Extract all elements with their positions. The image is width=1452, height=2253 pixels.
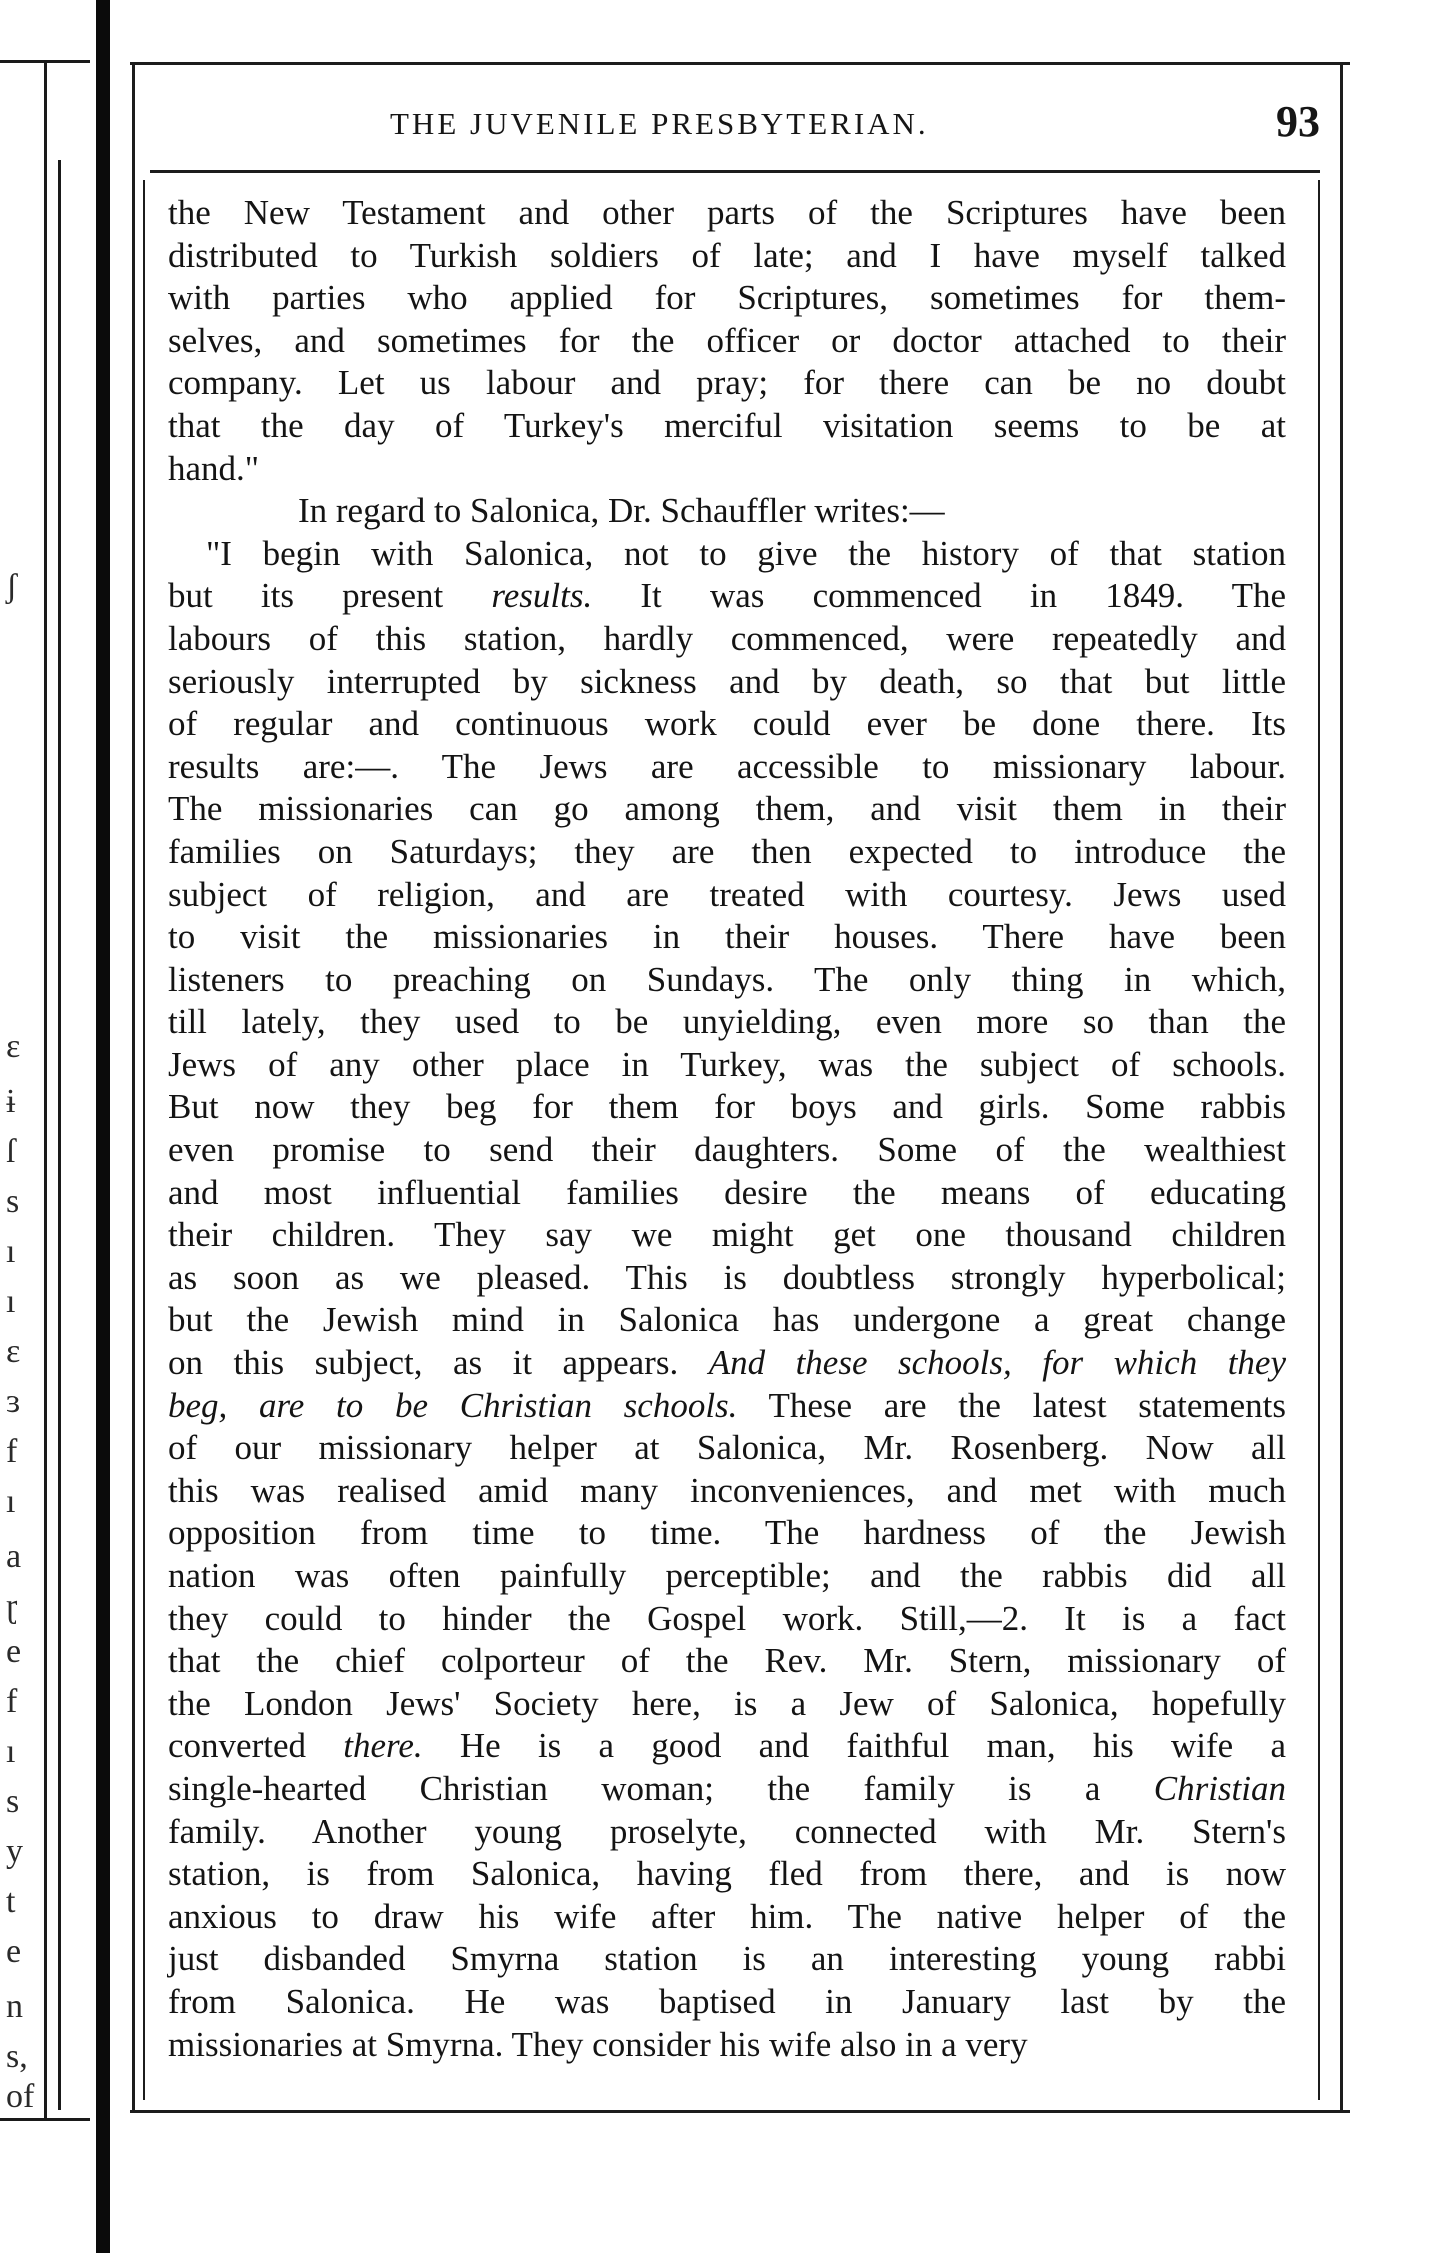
header-rule [150, 170, 1320, 173]
margin-fragment: s [6, 1783, 20, 1820]
text-line: In regard to Salonica, Dr. Schauffler writes:— [298, 491, 945, 531]
margin-fragment: ɨ [6, 1083, 16, 1120]
text-line: missionaries at Smyrna. They consider his wife also in a very [168, 2024, 1028, 2064]
text-line: this was realised amid many inconveniences, and met with much [168, 1470, 1286, 1510]
margin-fragment: t [6, 1883, 16, 1920]
text-line: just disbanded Smyrna station is an interesting young rabbi [168, 1939, 1286, 1979]
page-header [150, 92, 1320, 152]
italic-emphasis: And these schools, for which they [708, 1343, 1286, 1383]
text-line: and most influential families desire the means of educating [168, 1172, 1286, 1212]
text-line: to visit the missionaries in their houses. There have been [168, 917, 1286, 957]
text-line: "I begin with Salonica, not to give the history of that station [206, 533, 1286, 573]
text-line: But now they beg for them for boys and girls. Some rabbis [168, 1087, 1286, 1127]
text-line: distributed to Turkish soldiers of late; and I have myself talked [168, 235, 1286, 275]
text-line: beg, are to be Christian schools. These are the latest statements [168, 1385, 1286, 1425]
running-title: THE JUVENILE PRESBYTERIAN. [390, 106, 929, 141]
margin-fragment: s, [6, 2038, 28, 2075]
article-body [168, 192, 1286, 2066]
italic-emphasis: there. [343, 1726, 423, 1766]
text-line: opposition from time to time. The hardness of the Jewish [168, 1513, 1286, 1553]
margin-fragment: e [6, 1633, 22, 1670]
margin-fragment: ɛ [6, 1028, 21, 1065]
margin-fragment: ı [6, 1733, 16, 1770]
text-line: the London Jews' Society here, is a Jew of Salonica, hopefully [168, 1683, 1286, 1723]
text-line: that the chief colporteur of the Rev. Mr. Stern, missionary of [168, 1641, 1286, 1681]
text-line: that the day of Turkey's merciful visitation seems to be at [168, 405, 1286, 445]
margin-fragment: e [6, 1933, 22, 1970]
margin-fragment: s [6, 1183, 20, 1220]
text-line: family. Another young proselyte, connected with Mr. Stern's [168, 1811, 1286, 1851]
text-line: from Salonica. He was baptised in January last by the [168, 1981, 1286, 2021]
text-line: labours of this station, hardly commenced, were repeatedly and [168, 618, 1286, 658]
italic-emphasis: results. [491, 576, 593, 616]
gutter-rule-top [0, 60, 90, 63]
gutter-rule-inner [58, 160, 61, 2110]
text-line: seriously interrupted by sickness and by death, so that but little [168, 661, 1286, 701]
italic-emphasis: beg, are to be Christian schools. [168, 1385, 738, 1425]
margin-fragment: f [6, 1433, 18, 1470]
text-line: The missionaries can go among them, and visit them in their [168, 789, 1286, 829]
text-line: hand." [168, 448, 260, 488]
paragraph-2 [168, 490, 1286, 533]
margin-fragment: a [6, 1538, 22, 1575]
text-line: of our missionary helper at Salonica, Mr. Rosenberg. Now all [168, 1428, 1286, 1468]
text-line: results are:—. The Jews are accessible to missionary labour. [168, 746, 1286, 786]
margin-fragment: ı [6, 1483, 16, 1520]
frame-top [130, 62, 1350, 65]
text-line: selves, and sometimes for the officer or doctor attached to their [168, 320, 1286, 360]
text-line: subject of religion, and are treated with courtesy. Jews used [168, 874, 1286, 914]
text-line: nation was often painfully perceptible; and the rabbis did all [168, 1556, 1286, 1595]
text-line: but its present results. It was commenced in 1849. The [168, 576, 1286, 616]
gutter-rule-left [44, 60, 47, 2120]
margin-fragment: y [6, 1833, 23, 1870]
text-line: company. Let us labour and pray; for there can be no doubt [168, 363, 1286, 403]
margin-fragment: ſ [6, 1133, 16, 1170]
italic-emphasis: Christian [1153, 1768, 1286, 1808]
frame-right [1340, 62, 1343, 2112]
frame-left [132, 62, 135, 2112]
margin-fragment: ɽ [6, 1588, 18, 1625]
margin-fragment: n [6, 1988, 23, 2025]
paragraph-3 [168, 533, 1286, 2066]
page-number: 93 [1276, 97, 1320, 146]
text-line: the New Testament and other parts of the Scriptures have been [168, 193, 1286, 232]
text-line: station, is from Salonica, having fled from there, and is now [168, 1854, 1286, 1894]
margin-fragment: ʃ [6, 568, 18, 605]
text-line: converted there. He is a good and faithful man, his wife a [168, 1726, 1287, 1766]
text-line: their children. They say we might get one thousand children [168, 1215, 1286, 1255]
frame-right-inner [1318, 180, 1320, 2100]
margin-fragment: ı [6, 1233, 16, 1270]
text-line: families on Saturdays; they are then expected to introduce the [168, 831, 1286, 871]
margin-fragment: f [6, 1683, 18, 1720]
text-line: listeners to preaching on Sundays. The only thing in which, [168, 959, 1286, 999]
margin-fragment: ɜ [6, 1383, 21, 1420]
margin-fragment: ı [6, 1283, 16, 1320]
margin-fragment: of [6, 2078, 35, 2115]
frame-left-inner [143, 180, 145, 2100]
text-line: anxious to draw his wife after him. The native helper of the [168, 1896, 1286, 1936]
text-line: with parties who applied for Scriptures, sometimes for them- [168, 278, 1286, 318]
text-line: as soon as we pleased. This is doubtless strongly hyperbolical; [168, 1257, 1286, 1297]
text-line: of regular and continuous work could ever be done there. Its [168, 704, 1286, 744]
text-line: but the Jewish mind in Salonica has undergone a great change [168, 1300, 1286, 1340]
frame-bottom [130, 2110, 1350, 2113]
paragraph-1 [168, 192, 1286, 490]
binding-spine [96, 0, 110, 2253]
text-line: single-hearted Christian woman; the family is a Christian [168, 1768, 1286, 1808]
margin-fragment: ɛ [6, 1333, 21, 1370]
text-line: even promise to send their daughters. Some of the wealthiest [168, 1130, 1286, 1170]
text-line: on this subject, as it appears. And these schools, for which they [168, 1343, 1286, 1383]
text-line: till lately, they used to be unyielding, even more so than the [168, 1002, 1286, 1042]
gutter-rule-bottom [0, 2118, 90, 2121]
text-line: they could to hinder the Gospel work. Still,—2. It is a fact [168, 1598, 1286, 1638]
text-line: Jews of any other place in Turkey, was the subject of schools. [168, 1044, 1286, 1084]
